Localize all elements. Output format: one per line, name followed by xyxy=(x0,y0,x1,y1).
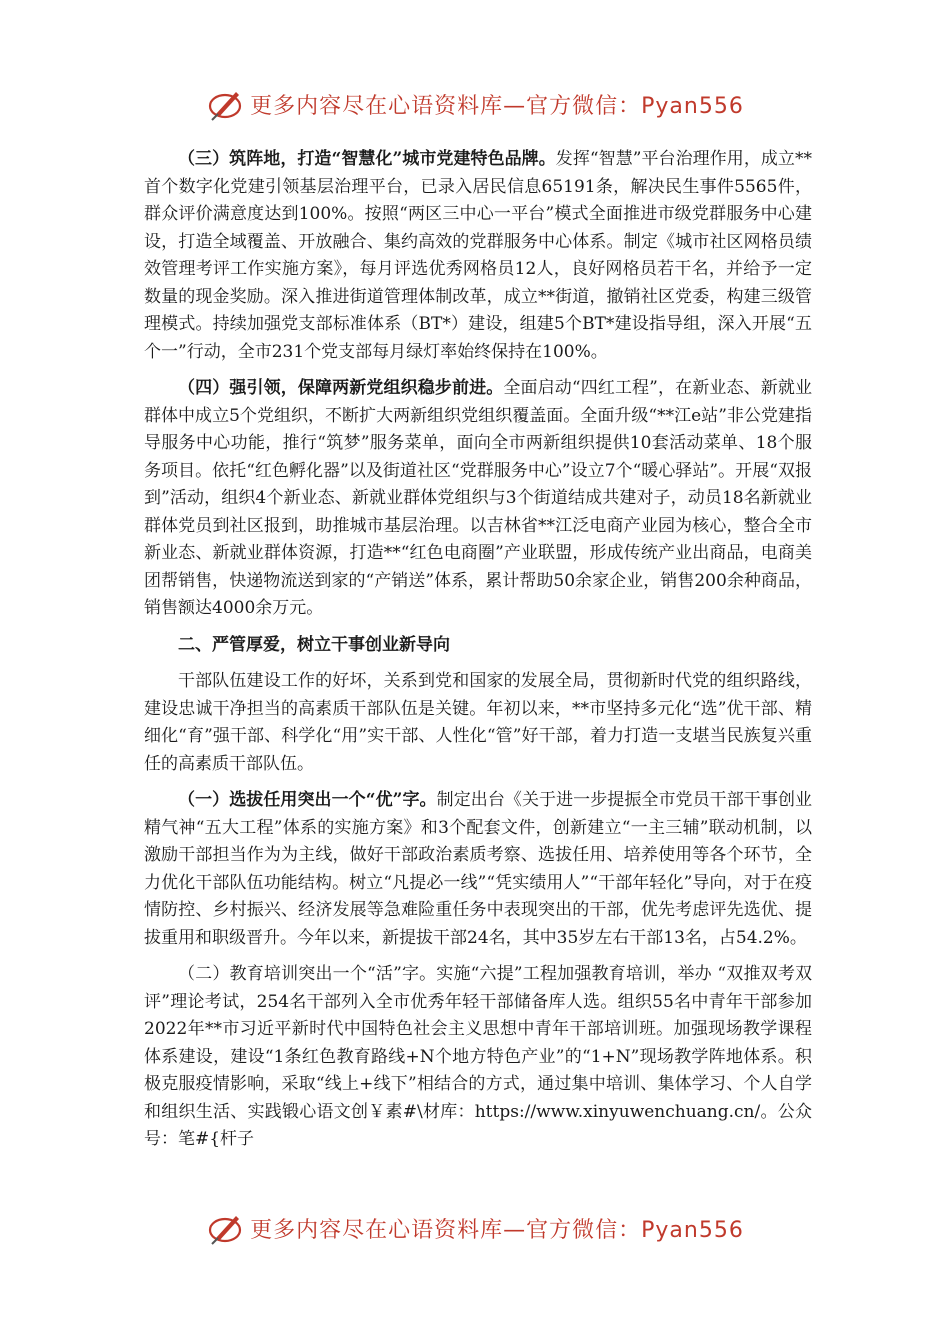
quill-logo-icon xyxy=(206,1208,246,1248)
paragraph-selection xyxy=(144,787,812,952)
banner-text: 更多内容尽在心语资料库—官方微信：Pyan556 xyxy=(250,1217,744,1243)
paragraph-training: （二）教育培训突出一个“活”字。实施“六提”工程加强教育培训，举办 “双推双考双评”理论考试，254名干部列入全市优秀年轻干部储备库人选。组织55名中青年干部参加2022年**市习近平新时代中国特色社会主义思想中青年干部培训班。加强现场教学课程体系建设，建设“1条红色教育路线+N个地方特色产业”的“1+N”现场教学阵地体系。积极克服疫情影响，采取“线上+线下”相结合的方式，通过集中培训、集体学习、个人自学和组织生活、实践锻心语文创￥素#\材库：https://www.xinyuwenchuang.cn/。公众号：笔#{杆子 xyxy=(144,964,812,1149)
quill-logo-icon xyxy=(206,84,246,124)
banner-text: 更多内容尽在心语资料库—官方微信：Pyan556 xyxy=(250,93,744,119)
paragraph-heading: （三）筑阵地，打造“智慧化”城市党建特色品牌。 xyxy=(178,149,556,169)
footer-banner xyxy=(0,1208,950,1248)
paragraph-text: 制定出台《关于进一步提振全市党员干部干事创业精气神“五大工程”体系的实施方案》和3个配套文件，创新建立“一主三辅”联动机制，以激励干部担当作为为主线，做好干部政治素质考察、选拔任用、培养使用等各个环节，全力优化干部队伍功能结构。树立“凡提必一线”“凭实绩用人”“干部年轻化”导向，对于在疫情防控、乡村振兴、经济发展等急难险重任务中表现突出的干部，优先考虑评先选优、提拔重用和职级晋升。今年以来，新提拔干部24名，其中35岁左右干部13名，占54.2%。 xyxy=(144,790,813,948)
paragraph-text: 全面启动“四红工程”，在新业态、新就业群体中成立5个党组织，不断扩大两新组织党组织覆盖面。全面升级“**江e站”非公党建指导服务中心功能，推行“筑梦”服务菜单，面向全市两新组织提供10套活动菜单、18个服务项目。依托“红色孵化器”以及街道社区“党群服务中心”设立7个“暖心驿站”。开展“双报到”活动，组织4个新业态、新就业群体党组织与3个街道结成共建对子，动员18名新就业群体党员到社区报到，助推城市基层治理。以吉林省**江泛电商产业园为核心，整合全市新业态、新就业群体资源，打造**“红色电商圈”产业联盟，形成传统产业出商品，电商美团帮销售，快递物流送到家的“产销送”体系，累计帮助50余家企业，销售200余种商品，销售额达4000余万元。 xyxy=(144,378,812,618)
paragraph-text: 发挥“智慧”平台治理作用，成立**首个数字化党建引领基层治理平台，已录入居民信息65191条，解决民生事件5565件，群众评价满意度达到100%。按照“两区三中心一平台”模式全面推进市级党群服务中心建设，打造全域覆盖、开放融合、集约高效的党群服务中心体系。制定《城市社区网格员绩效管理考评工作实施方案》，每月评选优秀网格员12人，良好网格员若干名，并给予一定数量的现金奖励。深入推进街道管理体制改革，成立**街道，撤销社区党委，构建三级管理模式。持续加强党支部标准体系（BT*）建设，组建5个BT*建设指导组，深入开展“五个一”行动，全市231个党支部每月绿灯率始终保持在100%。 xyxy=(144,149,812,362)
paragraph-heading: （四）强引领，保障两新党组织稳步前进。 xyxy=(178,378,504,398)
header-banner xyxy=(0,84,950,124)
paragraph-cadre-intro: 干部队伍建设工作的好坏，关系到党和国家的发展全局，贯彻新时代党的组织路线，建设忠诚干净担当的高素质干部队伍是关键。年初以来，**市坚持多元化“选”优干部、精细化“育”强干部、科学化“用”实干部、人性化“管”好干部，着力打造一支堪当民族复兴重任的高素质干部队伍。 xyxy=(144,671,812,774)
paragraph-new-organizations xyxy=(144,375,812,623)
paragraph-heading: （一）选拔任用突出一个“优”字。 xyxy=(178,790,437,810)
section-heading: 二、严管厚爱，树立干事创业新导向 xyxy=(178,634,450,655)
document-body xyxy=(144,146,812,1154)
paragraph-smart-party-building xyxy=(144,146,812,366)
